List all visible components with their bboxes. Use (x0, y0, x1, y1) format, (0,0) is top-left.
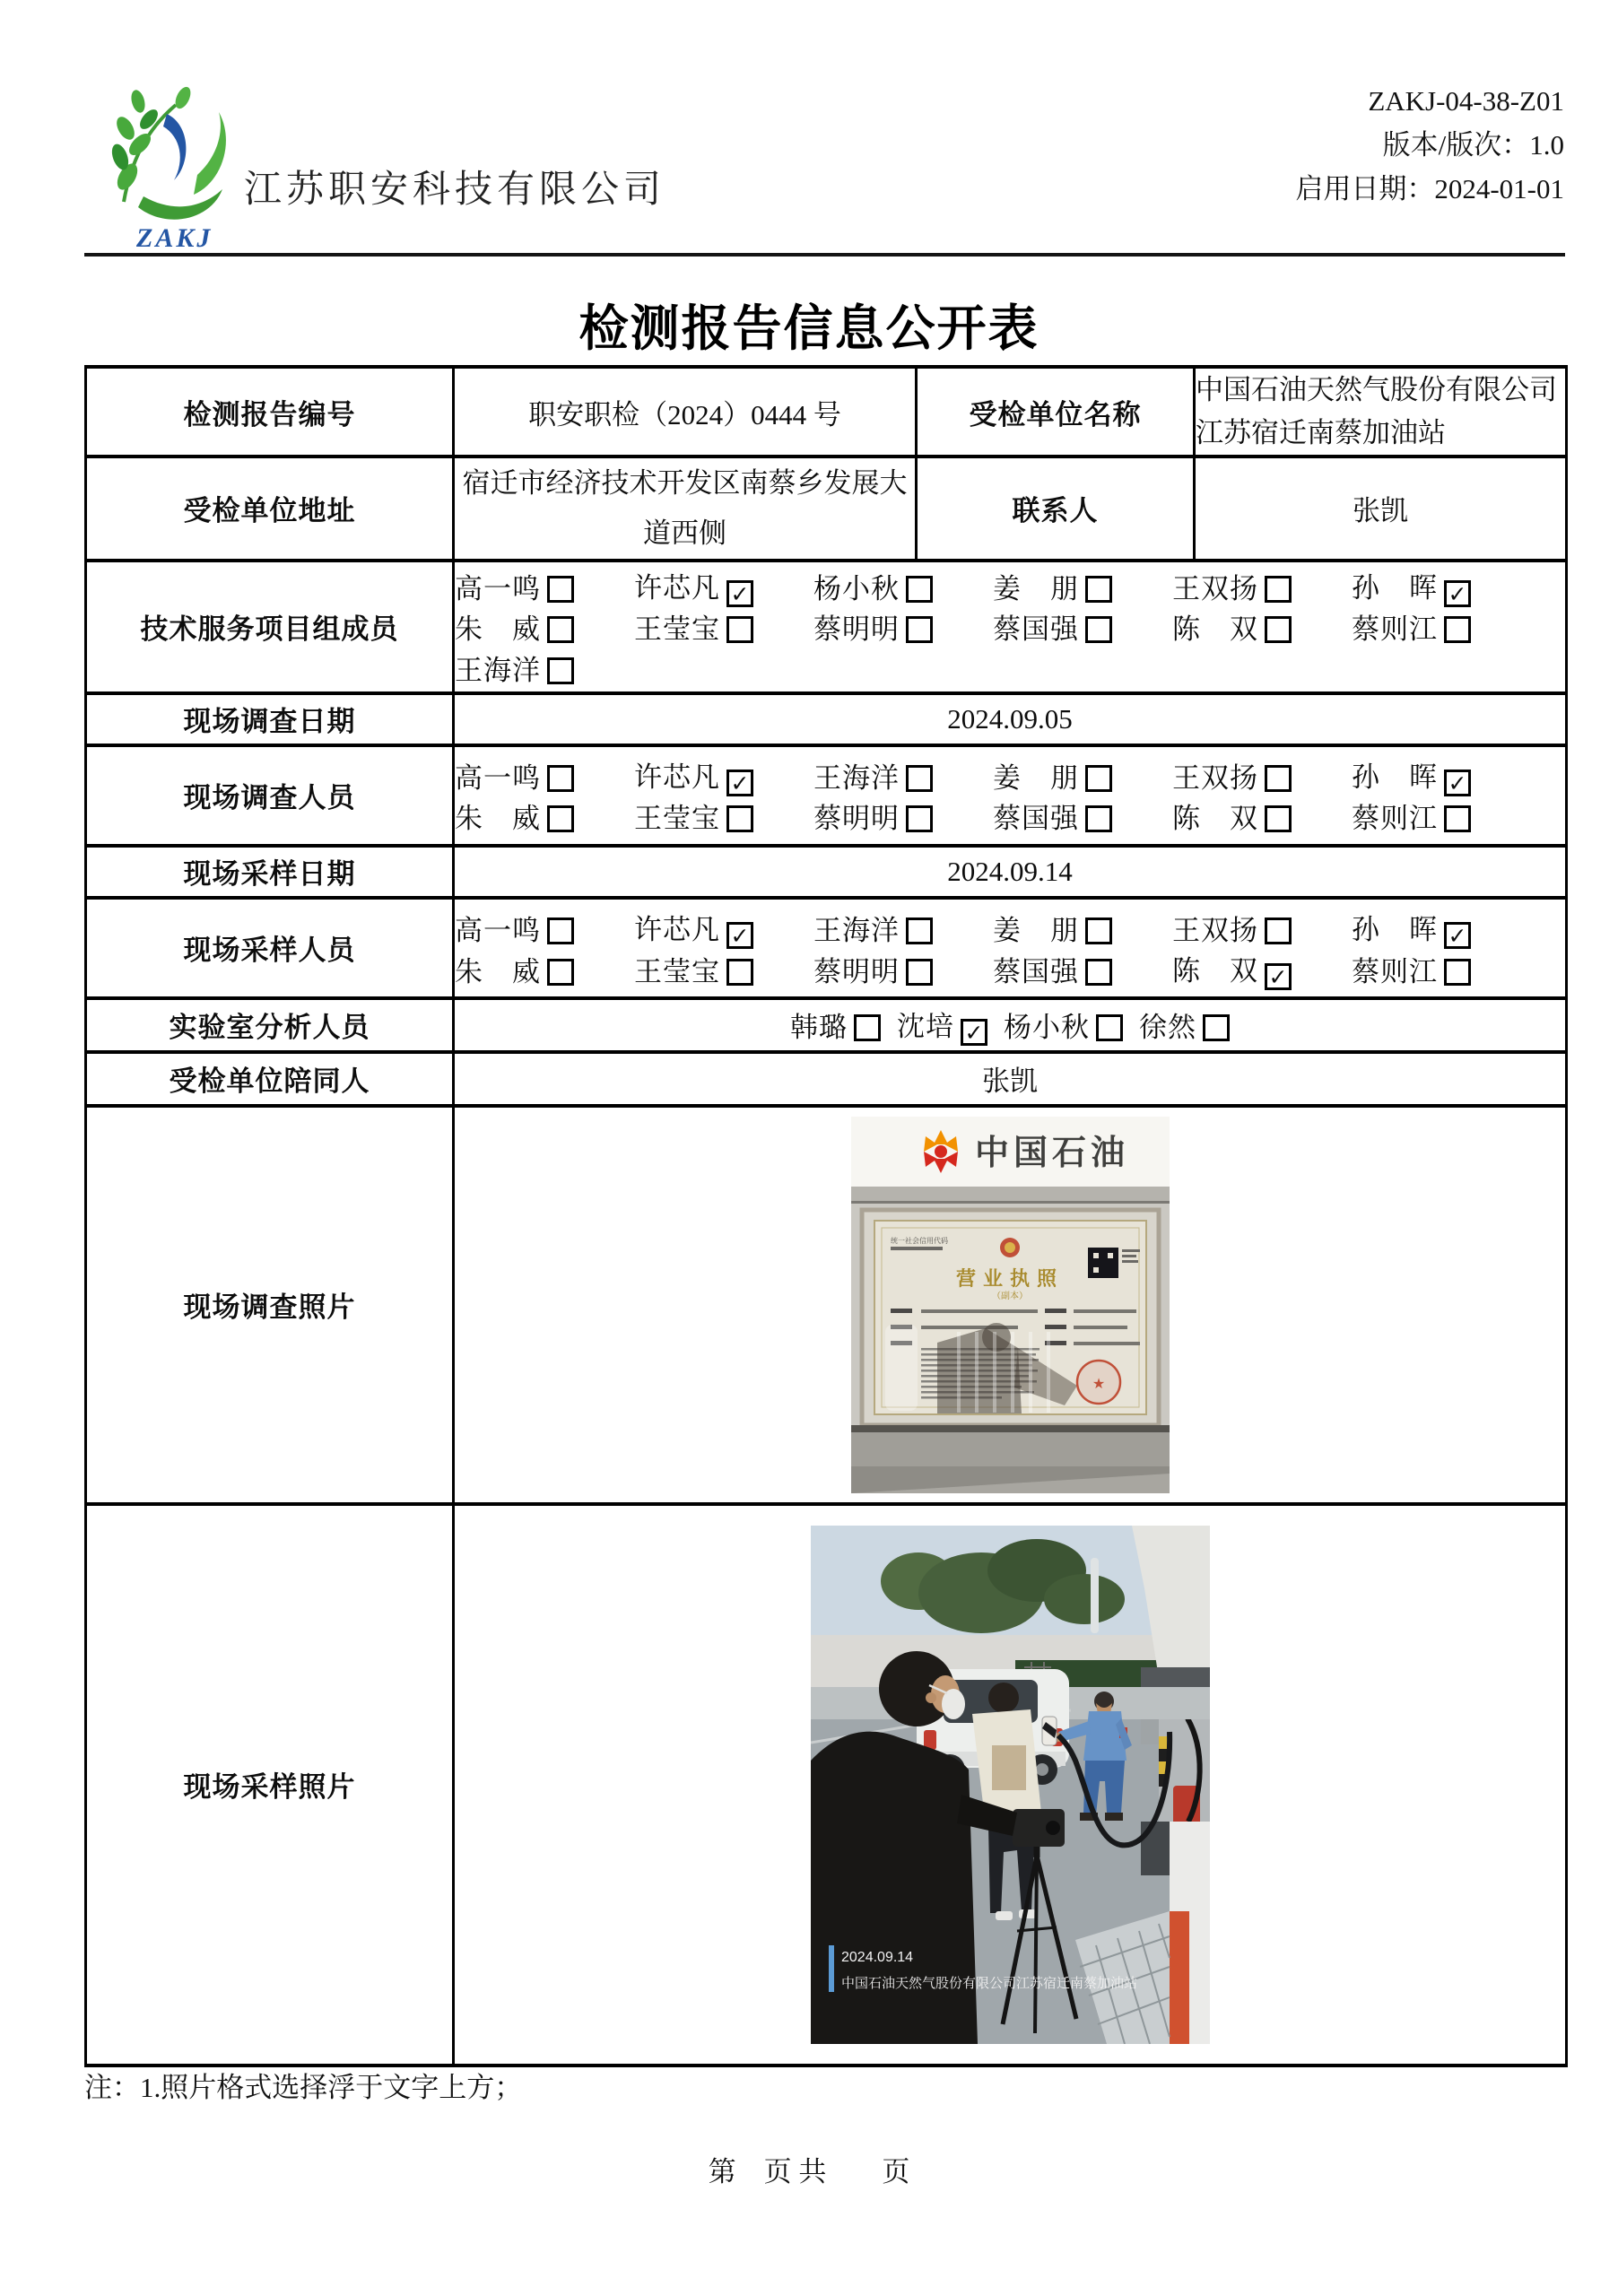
person-entry (813, 796, 993, 836)
person-entry (993, 755, 1172, 796)
address-label: 受检单位地址 (86, 457, 454, 561)
person-entry (993, 606, 1172, 647)
checkbox-icon (1085, 959, 1112, 986)
person-name: 王莹宝 (634, 803, 720, 835)
red-seal-icon (1077, 1361, 1120, 1404)
person-name: 姜 朋 (993, 761, 1079, 794)
contact-value: 张凯 (1195, 457, 1567, 561)
checkbox-icon (1265, 918, 1292, 944)
person-entry (1172, 606, 1352, 647)
footnote: 注：1.照片格式选择浮于文字上方； (84, 2072, 523, 2103)
person-line (455, 565, 1565, 606)
person-name: 许芯凡 (634, 913, 720, 945)
person-name: 王海洋 (813, 914, 900, 946)
checkbox-icon (1444, 959, 1471, 986)
logo-green-wave (138, 189, 222, 220)
survey-staff (454, 745, 1567, 846)
doc-version: 版本/版次：1.0 (1382, 129, 1564, 161)
person-name: 蔡国强 (993, 613, 1079, 646)
person-entry (1352, 606, 1531, 647)
doc-code: ZAKJ-04-38-Z01 (1368, 85, 1564, 117)
contact-label: 联系人 (917, 457, 1195, 561)
checkbox-checked-icon: ✓ (961, 1019, 987, 1046)
checkbox-icon (1203, 1014, 1230, 1041)
svg-text:★: ★ (1092, 1376, 1105, 1392)
report-no-label: 检测报告编号 (86, 367, 454, 457)
person-name: 蔡则江 (1352, 803, 1438, 835)
person-entry (813, 606, 993, 647)
person-entry (790, 1004, 881, 1045)
person-name: 王莹宝 (634, 613, 720, 646)
person-name: 朱 威 (455, 613, 541, 646)
sampling-photo (811, 1526, 1210, 2044)
person-entry (1352, 949, 1531, 989)
checkbox-icon (547, 805, 574, 832)
person-entry (634, 606, 813, 647)
checkbox-icon (1085, 616, 1112, 643)
person-name: 陈 双 (1172, 954, 1258, 987)
caption-bar (829, 1945, 834, 1992)
person-line (455, 1004, 1565, 1046)
checkbox-checked-icon: ✓ (726, 580, 753, 607)
checkbox-icon (547, 959, 574, 986)
checkbox-icon (1265, 616, 1292, 643)
checkbox-icon (726, 616, 753, 643)
person-entry (1139, 1004, 1230, 1045)
companion-value: 张凯 (454, 1052, 1567, 1106)
license-subtitle: （副本） (991, 1291, 1028, 1301)
person-entry (813, 949, 993, 989)
person-entry (993, 566, 1172, 606)
person-name: 王双扬 (1172, 572, 1258, 604)
person-entry (634, 907, 813, 950)
national-emblem-icon (1000, 1238, 1020, 1257)
person-entry (1352, 907, 1531, 950)
person-name: 朱 威 (455, 803, 541, 835)
unit-name-label: 受检单位名称 (917, 367, 1195, 457)
lab-staff (454, 998, 1567, 1052)
person-name: 许芯凡 (634, 761, 720, 793)
person-line (455, 606, 1565, 648)
person-name: 孙 晖 (1352, 913, 1438, 945)
checkbox-icon (1085, 765, 1112, 792)
person-line (455, 648, 1565, 689)
survey-staff-label: 现场调查人员 (86, 745, 454, 846)
person-name: 孙 晖 (1352, 571, 1438, 604)
page-title: 检测报告信息公开表 (578, 300, 1040, 356)
license-code-label: 统一社会信用代码 (890, 1236, 948, 1245)
person-entry (993, 796, 1172, 836)
sampling-staff (454, 898, 1567, 998)
person-name: 高一鸣 (455, 572, 541, 604)
person-name: 杨小秋 (813, 572, 900, 604)
person-line (455, 796, 1565, 837)
survey-photo-cell (454, 1106, 1567, 1504)
checkbox-icon (906, 918, 933, 944)
companion-label: 受检单位陪同人 (86, 1052, 454, 1106)
checkbox-icon (1085, 805, 1112, 832)
person-name: 蔡则江 (1352, 613, 1438, 646)
person-entry (634, 796, 813, 836)
person-name: 高一鸣 (455, 914, 541, 946)
header-divider (84, 253, 1565, 257)
person-entry (634, 754, 813, 797)
person-entry (634, 949, 813, 989)
checkbox-icon (547, 616, 574, 643)
person-name: 孙 晖 (1352, 761, 1438, 793)
person-entry (455, 796, 634, 836)
sampling-staff-label: 现场采样人员 (86, 898, 454, 998)
person-name: 朱 威 (455, 955, 541, 987)
person-entry (634, 565, 813, 608)
page-number: 第 页 共 页 (708, 2156, 910, 2187)
person-name: 姜 朋 (993, 572, 1079, 604)
person-name: 蔡明明 (813, 803, 900, 835)
checkbox-icon (906, 576, 933, 603)
team-members (454, 561, 1567, 693)
person-entry (897, 1004, 987, 1047)
checkbox-icon (1085, 918, 1112, 944)
checkbox-icon (1096, 1014, 1123, 1041)
person-name: 王海洋 (455, 655, 541, 687)
person-entry (455, 566, 634, 606)
checkbox-checked-icon: ✓ (1444, 922, 1471, 949)
company-logo-icon (97, 85, 240, 260)
sampling-photo-label: 现场采样照片 (86, 1504, 454, 2066)
checkbox-icon (906, 765, 933, 792)
person-name: 陈 双 (1172, 613, 1258, 646)
person-name: 王海洋 (813, 761, 900, 794)
checkbox-icon (726, 805, 753, 832)
lab-staff-label: 实验室分析人员 (86, 998, 454, 1052)
sampling-photo-cell (454, 1504, 1567, 2066)
document-code-block (1295, 79, 1564, 211)
light-pole (1091, 1558, 1099, 1633)
person-entry (1004, 1004, 1123, 1045)
person-name: 蔡明明 (813, 955, 900, 987)
checkbox-checked-icon: ✓ (726, 770, 753, 796)
person-name: 蔡则江 (1352, 955, 1438, 987)
checkbox-icon (1265, 805, 1292, 832)
sampling-date-value: 2024.09.14 (454, 846, 1567, 898)
report-no-value: 职安职检（2024）0444 号 (454, 367, 917, 457)
survey-photo (851, 1117, 1170, 1493)
person-entry (1172, 755, 1352, 796)
person-name: 徐然 (1139, 1012, 1196, 1044)
person-name: 蔡国强 (993, 803, 1079, 835)
person-name: 陈 双 (1172, 803, 1258, 835)
survey-date-label: 现场调查日期 (86, 693, 454, 745)
person-name: 杨小秋 (1004, 1012, 1090, 1044)
unit-name-value: 中国石油天然气股份有限公司江苏宿迁南蔡加油站 (1195, 367, 1567, 457)
person-name: 许芯凡 (634, 571, 720, 604)
person-name: 王双扬 (1172, 914, 1258, 946)
checkbox-icon (1444, 616, 1471, 643)
logo-green-swoosh (194, 112, 226, 195)
checkbox-icon (906, 805, 933, 832)
person-entry (993, 949, 1172, 989)
person-entry (455, 606, 634, 647)
checkbox-icon (906, 959, 933, 986)
photo-caption-text: 中国石油天然气股份有限公司江苏宿迁南蔡加油站 (840, 1975, 1137, 1991)
person-name: 蔡明明 (813, 613, 900, 646)
person-entry (1172, 908, 1352, 948)
person-entry (1352, 754, 1531, 797)
sampling-date-label: 现场采样日期 (86, 846, 454, 898)
checkbox-icon (547, 657, 574, 684)
person-name: 姜 朋 (993, 914, 1079, 946)
person-entry (455, 755, 634, 796)
person-entry (1172, 566, 1352, 606)
person-name: 沈培 (897, 1010, 954, 1042)
checkbox-checked-icon: ✓ (1265, 963, 1292, 990)
checkbox-icon (854, 1014, 881, 1041)
person-name: 王双扬 (1172, 761, 1258, 794)
checkbox-icon (547, 765, 574, 792)
person-entry (1352, 565, 1531, 608)
checkbox-icon (1265, 765, 1292, 792)
person-line (455, 948, 1565, 989)
person-entry (1172, 796, 1352, 836)
photo-date-text: 2024.09.14 (840, 1949, 913, 1965)
checkbox-icon (906, 616, 933, 643)
checkbox-icon (1265, 576, 1292, 603)
checkbox-icon (547, 576, 574, 603)
person-line (455, 907, 1565, 948)
person-entry (455, 648, 634, 688)
logo-text: ZAKJ (136, 223, 213, 253)
checkbox-icon (726, 959, 753, 986)
person-name: 韩璐 (790, 1012, 848, 1044)
company-name: 江苏职安科技有限公司 (244, 170, 666, 211)
address-value: 宿迁市经济技术开发区南蔡乡发展大道西侧 (454, 457, 917, 561)
survey-date-value: 2024.09.05 (454, 693, 1567, 745)
petro-brand-text: 中国石油 (974, 1134, 1129, 1172)
checkbox-checked-icon: ✓ (726, 922, 753, 949)
person-entry (993, 908, 1172, 948)
survey-photo-label: 现场调查照片 (86, 1106, 454, 1504)
person-entry (1172, 948, 1352, 991)
license-title: 营业执照 (955, 1266, 1064, 1290)
person-entry (1352, 796, 1531, 836)
checkbox-icon (1085, 576, 1112, 603)
person-name: 蔡国强 (993, 955, 1079, 987)
person-entry (813, 755, 993, 796)
team-label: 技术服务项目组成员 (86, 561, 454, 693)
checkbox-checked-icon: ✓ (1444, 770, 1471, 796)
person-name: 王莹宝 (634, 955, 720, 987)
person-name: 高一鸣 (455, 761, 541, 794)
checkbox-icon (547, 918, 574, 944)
doc-effective-date: 启用日期：2024-01-01 (1295, 173, 1564, 204)
person-entry (813, 908, 993, 948)
person-entry (813, 566, 993, 606)
person-entry (455, 908, 634, 948)
checkbox-checked-icon: ✓ (1444, 580, 1471, 607)
logo-blue-swoosh (163, 114, 186, 180)
person-line (455, 754, 1565, 796)
report-info-table (84, 365, 1568, 2067)
person-entry (455, 949, 634, 989)
checkbox-icon (1444, 805, 1471, 832)
